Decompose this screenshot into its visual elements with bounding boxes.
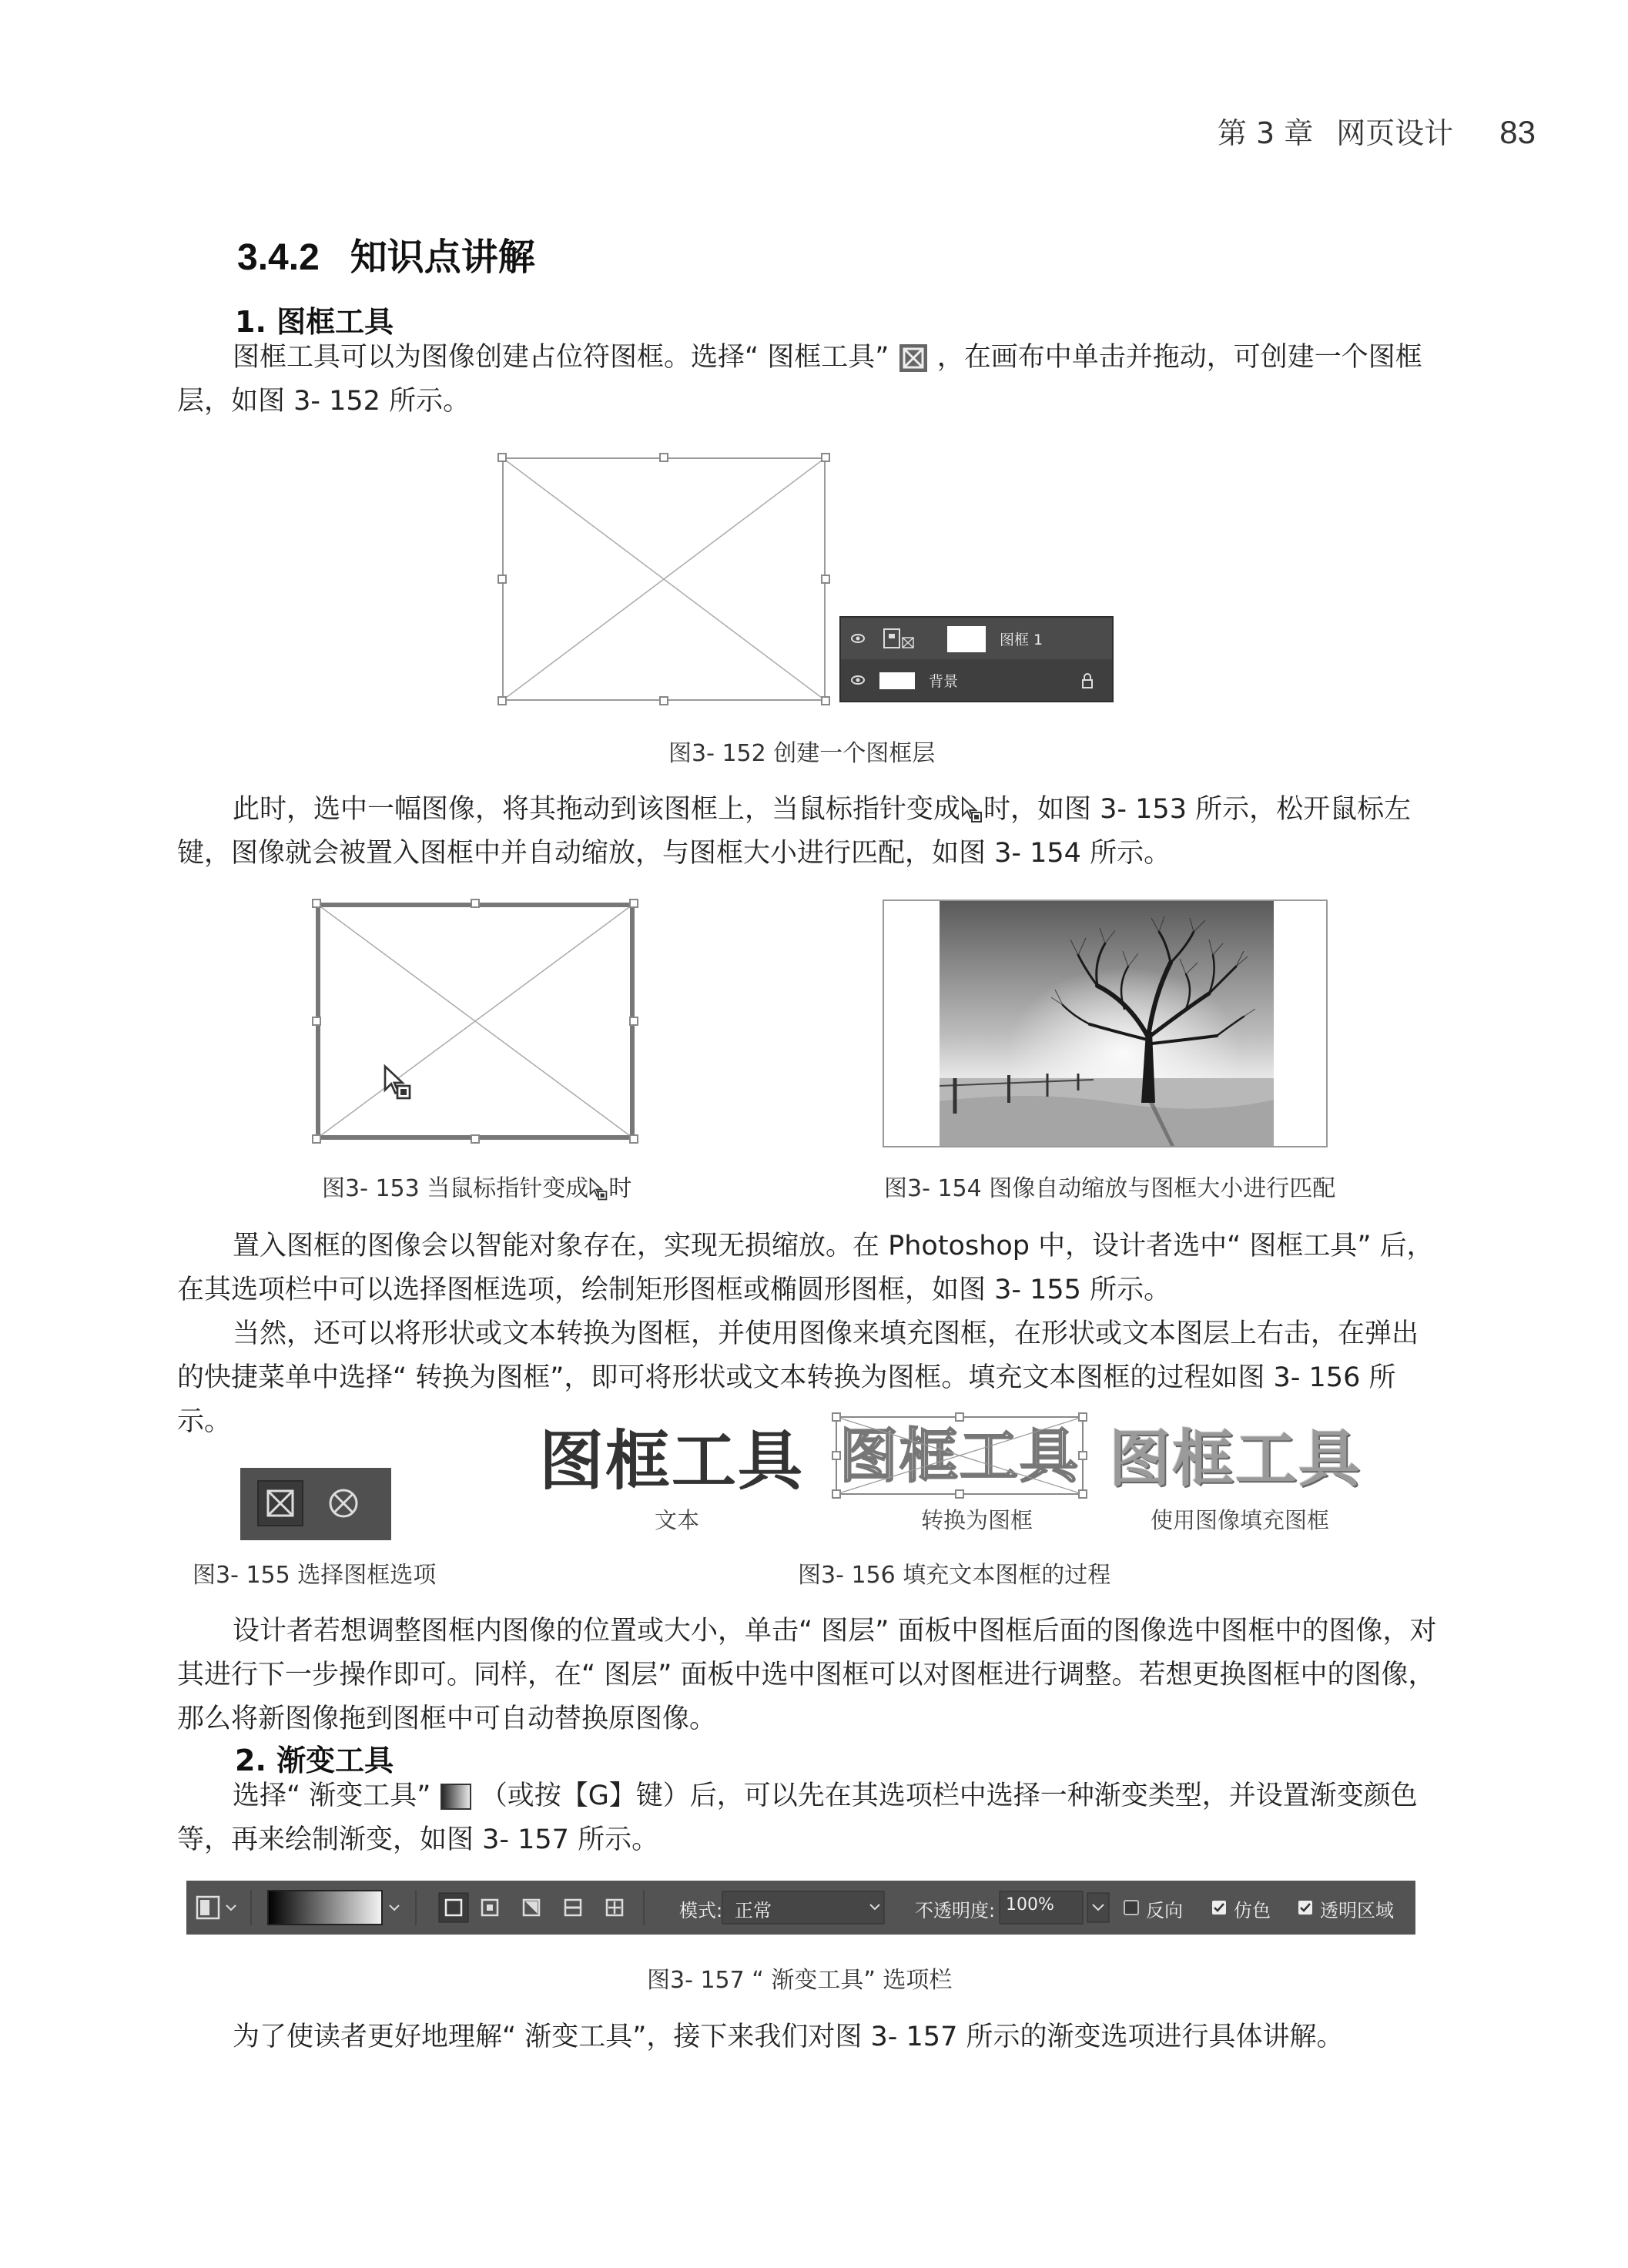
layer-name-frame: 图框 1 [1000,631,1043,648]
section-number: 3.4.2 [237,237,320,278]
resize-handle [471,899,480,908]
figure-156-label-fill: 使用图像填充图框 [1151,1507,1330,1533]
eye-icon [852,676,864,684]
layer-row-background-icons [841,659,1112,701]
resize-handle [497,453,507,462]
resize-handle [497,575,507,584]
frame-placeholder-cross [501,457,826,702]
paragraph-2-text-b: 时，如图 3- 153 所示，松开鼠标左键，图像就会被置入图框中并自动缩放，与图框大小进行匹配，如图 3- 154 所示。 [177,794,1412,869]
paragraph-5: 设计者若想调整图框内图像的位置或大小，单击“ 图层” 面板中图框后面的图像选中图框中的图像，对其进行下一步操作即可。同样，在“ 图层” 面板中选中图框可以对图框进行调整。若想更换图框中的图像，那么将新图像拖到图框中可自动替换原图像。 [177,1616,1437,1734]
ellipse-frame-option[interactable] [320,1480,367,1526]
subsection-title-gradient-tool: 2. 渐变工具 [235,1744,394,1777]
section-title: 知识点讲解 [350,236,535,279]
paragraph-6 [177,1774,1440,1862]
paragraph-1-text-a: 图框工具可以为图像创建占位符图框。选择“ 图框工具” [233,342,889,373]
frame-tool-icon [898,343,929,374]
resize-handle [629,899,638,908]
resize-handle [629,1134,638,1144]
section-heading [237,227,535,280]
resize-handle [832,1412,841,1422]
resize-handle [659,453,668,462]
chapter-label: 第 3 章 [1217,116,1314,150]
eye-icon [852,635,864,642]
frame-layer-icon [884,629,913,648]
tree-photo [940,901,1274,1146]
lock-icon [1083,674,1092,688]
resize-handle [821,453,830,462]
resize-handle [821,575,830,584]
paragraph-2-text-a: 此时，选中一幅图像，将其拖动到该图框上，当鼠标指针变成 [233,794,961,825]
place-cursor-icon [960,796,983,825]
resize-handle [312,1134,321,1144]
dither-checkbox [1212,1901,1226,1915]
ellipse-frame-icon [320,1480,367,1526]
figure-caption-157: 图3- 157 “ 渐变工具” 选项栏 [647,1967,953,1994]
resize-handle [1078,1451,1087,1460]
resize-handle [312,899,321,908]
linear-gradient-button [439,1893,468,1922]
reverse-checkbox [1124,1901,1138,1915]
gradient-tool-icon [440,1781,472,1812]
mode-dropdown[interactable]: 正常 [735,1900,772,1921]
figure-156-label-convert: 转换为图框 [921,1507,1033,1533]
dither-label[interactable]: 仿色 [1234,1900,1271,1921]
paragraph-7: 为了使读者更好地理解“ 渐变工具”，接下来我们对图 3- 157 所示的渐变选项进行具体讲解。 [233,2022,1344,2052]
mode-label: 模式: [679,1900,723,1921]
opacity-label: 不透明度: [915,1900,996,1921]
place-cursor-icon [382,1063,413,1103]
transparency-checkbox [1298,1901,1312,1915]
tool-preset-icon [197,1897,236,1918]
rectangle-frame-option[interactable] [257,1480,303,1526]
resize-handle [821,696,830,705]
paragraph-6-text-a: 选择“ 渐变工具” [233,1781,431,1811]
reverse-label[interactable]: 反向 [1146,1900,1183,1921]
resize-handle [659,696,668,705]
paragraph-1 [177,336,1440,424]
resize-handle [629,1017,638,1026]
frame-placeholder-153 [316,903,635,1140]
angle-gradient-button [524,1900,539,1915]
rectangle-frame-icon [259,1482,302,1525]
place-cursor-icon [588,1177,608,1202]
tree-image-frame [883,899,1328,1147]
paragraph-2 [177,788,1440,876]
layer-row-frame-icons [841,618,1112,659]
resize-handle [312,1017,321,1026]
resize-handle [471,1134,480,1144]
paragraph-1-text-b: ，在画布中单击并拖动，可创建一个图框层，如图 3- 152 所示。 [177,342,1422,417]
paragraph-3: 置入图框的图像会以智能对象存在，实现无损缩放。在 Photoshop 中，设计者选中“ 图框工具” 后，在其选项栏中可以选择图框选项，绘制矩形图框或椭圆形图框，如图 3- 155 所示。 [177,1231,1434,1305]
frame-placeholder-152 [501,457,826,702]
resize-handle [955,1489,964,1499]
resize-handle [832,1451,841,1460]
resize-handle [955,1412,964,1422]
gradient-options-bar [186,1881,1415,1935]
figure-156-label-text: 文本 [655,1507,700,1533]
sample-text-image-filled: 图框工具 [1109,1423,1362,1495]
subsection-title-frame-tool: 1. 图框工具 [235,305,394,339]
layer-thumbnail [947,626,986,652]
gradient-options-bar-drawing [186,1881,1415,1935]
layer-thumbnail [879,672,915,689]
sample-text-frame [833,1412,1086,1503]
layers-panel [839,616,1114,702]
radial-gradient-button [482,1900,497,1915]
frame-placeholder-cross [316,903,635,1140]
section-label: 网页设计 [1336,116,1454,150]
figure-caption-152: 图3- 152 创建一个图框层 [668,740,936,767]
paragraph-6-text-b: （或按【G】键）后，可以先在其选项栏中选择一种渐变类型，并设置渐变颜色等，再来绘制渐变，如图 3- 157 所示。 [177,1781,1418,1855]
resize-handle [497,696,507,705]
page-number: 83 [1499,114,1536,150]
frame-options-toolbar [240,1468,391,1540]
paragraph-4: 当然，还可以将形状或文本转换为图框，并使用图像来填充图框，在形状或文本图层上右击，在弹出的快捷菜单中选择“ 转换为图框”，即可将形状或文本转换为图框。填充文本图框的过程如图 3- 156 所示。 [177,1318,1419,1437]
figure-caption-155: 图3- 155 选择图框选项 [193,1562,437,1589]
resize-handle [1078,1489,1087,1499]
figure-caption-153 [322,1169,631,1203]
diamond-gradient-button [607,1900,622,1915]
opacity-input[interactable]: 100% [1006,1895,1054,1915]
figure-caption-154: 图3- 154 图像自动缩放与图框大小进行匹配 [884,1175,1336,1202]
layer-row-background[interactable] [841,659,1112,701]
resize-handle [1078,1412,1087,1422]
sample-text-normal: 图框工具 [539,1423,805,1499]
resize-handle [832,1489,841,1499]
figure-caption-153-text-a: 图3- 153 当鼠标指针变成 [322,1175,589,1202]
transparency-label[interactable]: 透明区域 [1320,1900,1394,1921]
gradient-picker [268,1891,399,1925]
figure-caption-156: 图3- 156 填充文本图框的过程 [798,1562,1111,1589]
layer-row-frame[interactable] [841,618,1112,659]
page-header [1218,109,1536,152]
layer-name-background: 背景 [929,673,959,690]
figure-caption-153-text-b: 时 [608,1175,632,1202]
reflected-gradient-button [565,1900,581,1915]
